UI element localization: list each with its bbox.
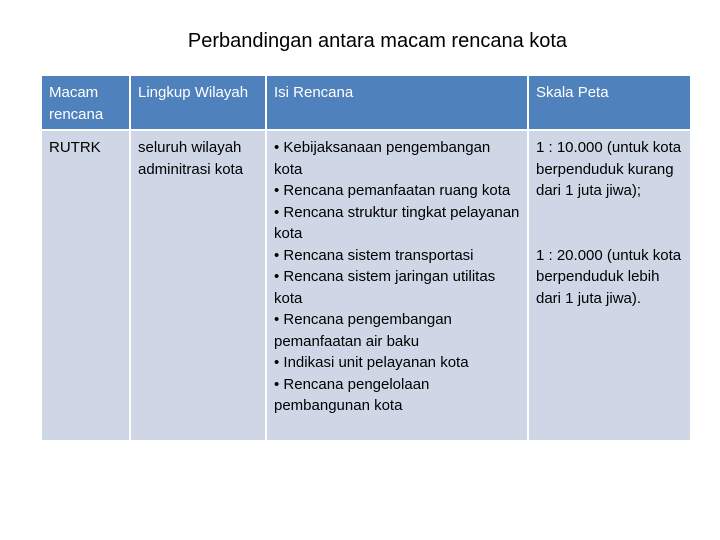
isi-item: • Rencana struktur tingkat pelayanan kota (274, 203, 520, 242)
isi-item: • Indikasi unit pelayanan kota (274, 354, 469, 371)
isi-item: • Rencana pengembangan pemanfaatan air baku (274, 311, 452, 350)
header-lingkup-wilayah: Lingkup Wilayah (130, 76, 266, 130)
cell-lingkup-wilayah: seluruh wilayah adminitrasi kota (130, 130, 266, 440)
scale-entry: 1 : 20.000 (untuk kota berpenduduk lebih dari 1 juta jiwa). (536, 246, 682, 307)
cell-skala-peta (528, 130, 690, 440)
table-row (42, 130, 690, 440)
header-skala-peta: Skala Peta (528, 76, 690, 130)
scale-spacer (536, 202, 684, 245)
table-header-row (42, 76, 690, 130)
header-macam-rencana: Macam rencana (42, 76, 130, 130)
cell-isi-rencana (266, 130, 528, 440)
header-isi-rencana: Isi Rencana (266, 76, 528, 130)
scale-entry: 1 : 10.000 (untuk kota berpenduduk kurang dari 1 juta jiwa); (536, 139, 682, 199)
isi-item: • Rencana pengelolaan pembangunan kota (274, 375, 430, 414)
isi-item: • Rencana sistem jaringan utilitas kota (274, 268, 496, 307)
comparison-table (42, 76, 690, 440)
cell-macam-rencana: RUTRK (42, 130, 130, 440)
isi-item: • Rencana sistem transportasi (274, 246, 474, 264)
slide-title: Perbandingan antara macam rencana kota (187, 30, 568, 52)
isi-item: • Rencana pemanfaatan ruang kota (274, 182, 511, 199)
isi-item: • Kebijaksanaan pengembangan kota (274, 139, 491, 178)
